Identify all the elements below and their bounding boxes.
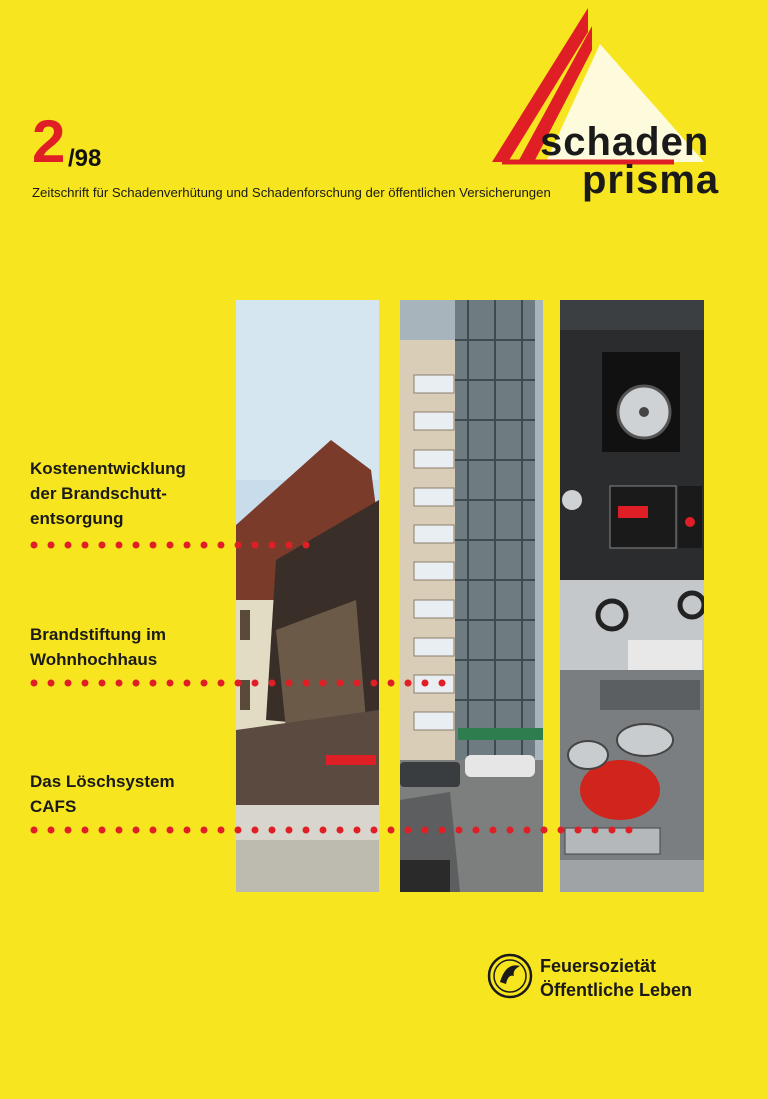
photo-demolished-house bbox=[236, 300, 379, 892]
dotted-leader-2 bbox=[30, 679, 450, 687]
magazine-subtitle: Zeitschrift für Schadenverhütung und Schadenforschung der öffentlichen Versicherungen bbox=[32, 185, 551, 200]
publisher-name-line1: Feuersozietät bbox=[540, 956, 657, 976]
headline-line: entsorgung bbox=[30, 509, 124, 528]
headline-line: Wohnhochhaus bbox=[30, 650, 158, 669]
publisher-name-line2: Öffentliche Leben bbox=[540, 980, 693, 1000]
photo-cafs-pump bbox=[560, 300, 704, 892]
headline-line: Das Löschsystem bbox=[30, 772, 175, 791]
headline-loeschsystem bbox=[30, 769, 175, 819]
logo-word-schaden: schaden bbox=[540, 120, 710, 164]
issue-number: 2 bbox=[32, 108, 66, 175]
dotted-leader-1 bbox=[30, 541, 320, 549]
issue-year: /98 bbox=[68, 145, 102, 172]
headline-line: CAFS bbox=[30, 797, 77, 816]
feuersozietaet-emblem-icon bbox=[486, 952, 534, 1000]
logo-word-prisma: prisma bbox=[582, 158, 720, 202]
headline-brandschutt bbox=[30, 456, 186, 531]
headline-line: Brandstiftung im bbox=[30, 625, 166, 644]
headline-line: der Brandschutt- bbox=[30, 484, 167, 503]
headline-line: Kostenentwicklung bbox=[30, 459, 186, 478]
headline-brandstiftung bbox=[30, 622, 166, 672]
dotted-leader-3 bbox=[30, 826, 645, 834]
photo-high-rise bbox=[400, 300, 543, 892]
